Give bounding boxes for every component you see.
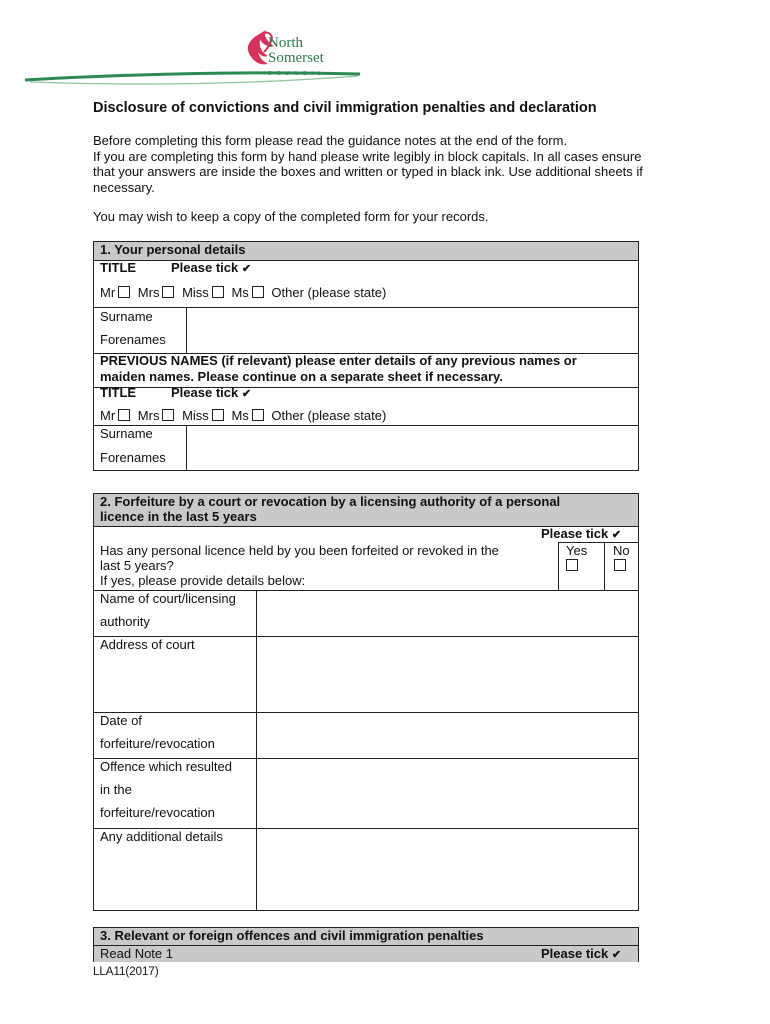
prev-tick-icon: ✔ — [241, 388, 252, 400]
court-field[interactable] — [257, 591, 637, 635]
section3-tick-icon: ✔ — [611, 949, 622, 961]
section1-heading: 1. Your personal details — [100, 242, 246, 257]
checkbox-no[interactable] — [614, 559, 626, 571]
council-logo — [20, 26, 380, 96]
checkbox-mrs[interactable] — [162, 286, 174, 298]
prev-checkbox-mrs[interactable] — [162, 409, 174, 421]
question-line3: If yes, please provide details below: — [100, 573, 306, 588]
section2-heading-line2: licence in the last 5 years — [100, 509, 257, 524]
prev-checkbox-ms[interactable] — [252, 409, 264, 421]
section-personal-details — [93, 241, 639, 471]
question-line1: Has any personal licence held by you been forfeited or revoked in the — [100, 543, 499, 558]
offence-label-2: in the — [100, 782, 132, 797]
prev-names-field[interactable] — [187, 426, 637, 470]
logo-line2: Somerset — [268, 50, 324, 66]
offence-label-1: Offence which resulted — [100, 759, 232, 774]
swan-logo-icon — [20, 26, 380, 96]
read-note: Read Note 1 — [100, 946, 173, 961]
tick-icon: ✔ — [241, 263, 252, 275]
logo-line1: North — [268, 35, 303, 51]
no-label: No — [613, 543, 630, 558]
additional-label: Any additional details — [100, 829, 223, 844]
previous-names-line1: PREVIOUS NAMES (if relevant) please enter details of any previous names or — [100, 353, 577, 368]
section3-heading: 3. Relevant or foreign offences and civil immigration penalties — [100, 928, 484, 943]
title-label: TITLE — [100, 260, 137, 275]
address-label: Address of court — [100, 637, 195, 652]
intro-text — [93, 133, 663, 195]
section2-please-tick: Please tick ✔ — [541, 526, 622, 541]
address-field[interactable] — [257, 637, 637, 711]
section-offences — [93, 927, 639, 962]
forenames-label: Forenames — [100, 332, 166, 347]
offence-field[interactable] — [257, 759, 637, 827]
section2-tick-icon: ✔ — [611, 529, 622, 541]
prev-please-tick-label: Please tick ✔ — [171, 385, 252, 400]
intro-line-2: If you are completing this form by hand please write legibly in block capitals. In all cases ensure that your answers are inside the boxes and written or typed in black ink. Use additional sheets if necessary. — [93, 148, 643, 195]
checkbox-yes[interactable] — [566, 559, 578, 571]
checkbox-mr[interactable] — [118, 286, 130, 298]
surname-label: Surname — [100, 309, 153, 324]
section3-please-tick: Please tick ✔ — [541, 946, 622, 961]
date-label-2: forfeiture/revocation — [100, 736, 215, 751]
checkbox-ms[interactable] — [252, 286, 264, 298]
prev-forenames-label: Forenames — [100, 450, 166, 465]
checkbox-miss[interactable] — [212, 286, 224, 298]
logo-line3: COUNCIL — [268, 71, 326, 77]
prev-surname-label: Surname — [100, 426, 153, 441]
prev-checkbox-mr[interactable] — [118, 409, 130, 421]
previous-names-line2: maiden names. Please continue on a separate sheet if necessary. — [100, 369, 503, 384]
surname-forenames-field[interactable] — [187, 308, 637, 352]
court-label-1: Name of court/licensing — [100, 591, 236, 606]
offence-label-3: forfeiture/revocation — [100, 805, 215, 820]
please-tick-label: Please tick ✔ — [171, 260, 252, 275]
intro-line-1: Before completing this form please read the guidance notes at the end of the form. — [93, 133, 568, 148]
page-title: Disclosure of convictions and civil immigration penalties and declaration — [93, 100, 597, 116]
logo-text — [268, 36, 326, 82]
question-line2: last 5 years? — [100, 558, 174, 573]
court-label-2: authority — [100, 614, 150, 629]
form-code: LLA11(2017) — [93, 966, 159, 978]
prev-checkbox-miss[interactable] — [212, 409, 224, 421]
keep-copy-note: You may wish to keep a copy of the completed form for your records. — [93, 209, 489, 224]
prev-title-label: TITLE — [100, 385, 137, 400]
section2-heading-line1: 2. Forfeiture by a court or revocation by a licensing authority of a personal — [100, 494, 561, 509]
date-label-1: Date of — [100, 713, 142, 728]
section-forfeiture — [93, 493, 639, 911]
prev-title-options: Mr Mrs Miss Ms Other (please state) — [100, 408, 387, 423]
yes-label: Yes — [566, 543, 588, 558]
date-field[interactable] — [257, 713, 637, 757]
title-options: Mr Mrs Miss Ms Other (please state) — [100, 285, 387, 300]
additional-field[interactable] — [257, 829, 637, 909]
